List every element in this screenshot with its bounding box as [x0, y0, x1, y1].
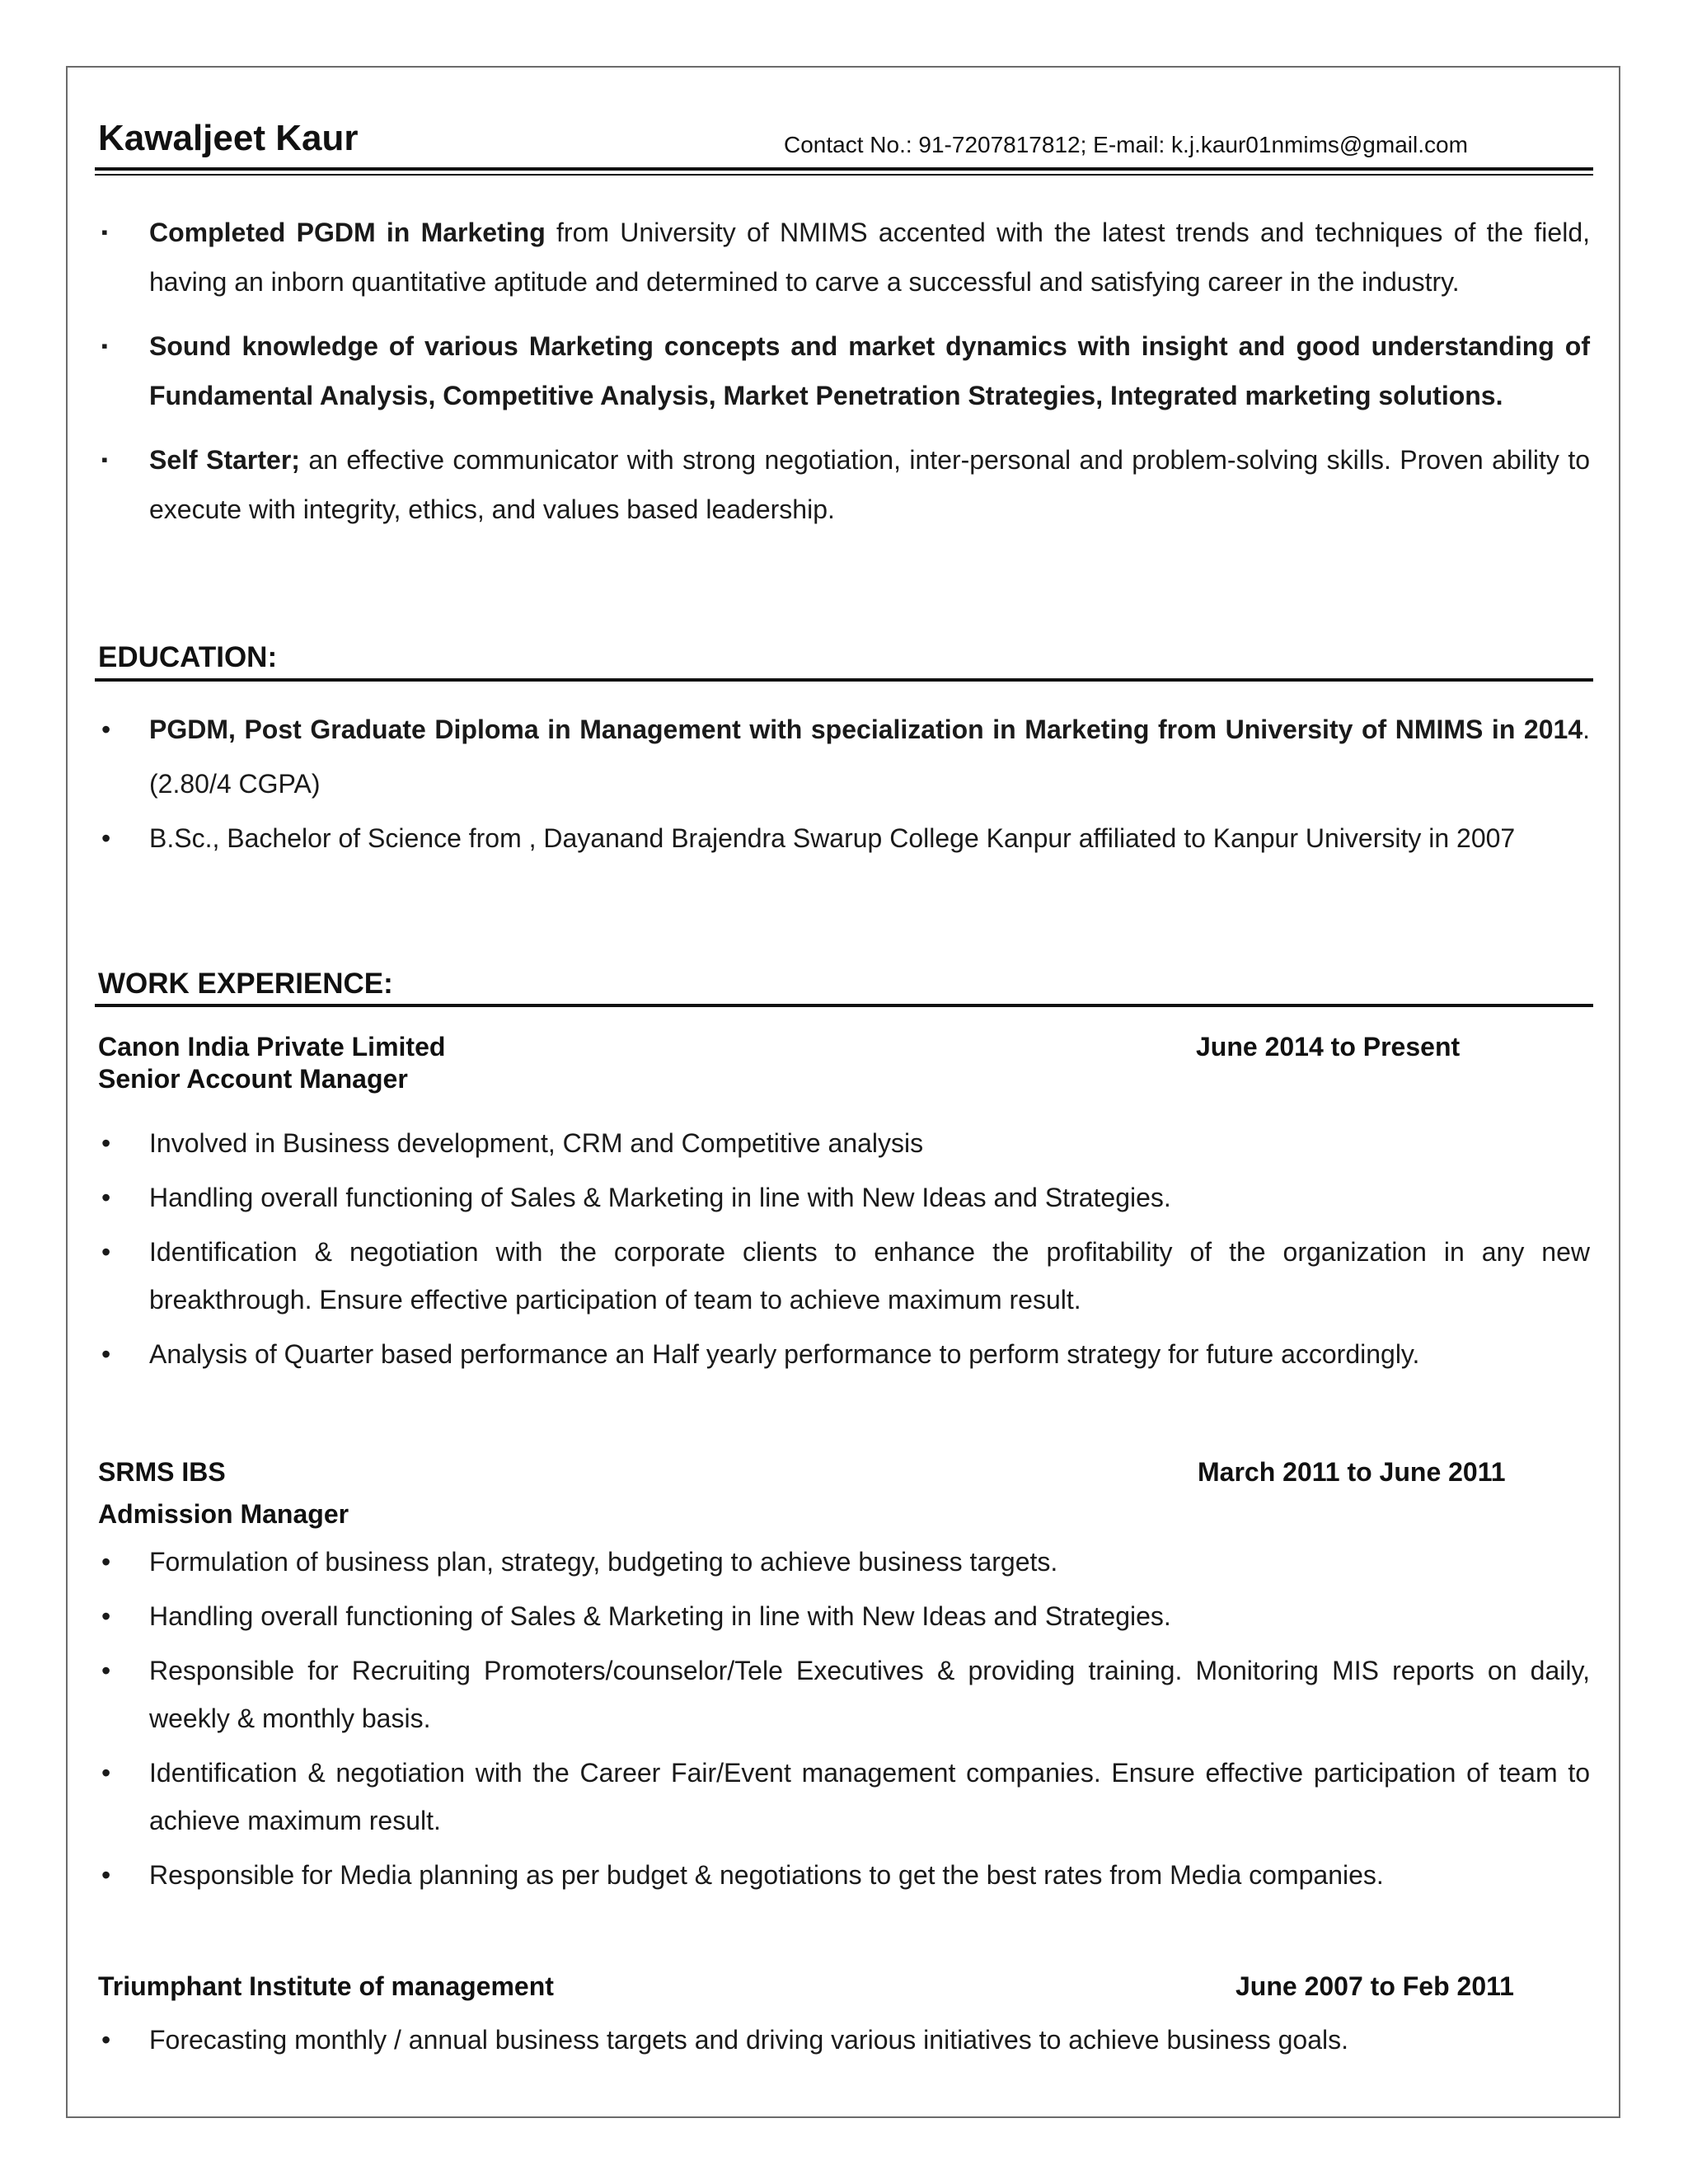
- education-item: [98, 702, 1590, 811]
- job-company: Canon India Private Limited: [98, 1032, 446, 1062]
- job-dates: March 2011 to June 2011: [1198, 1457, 1506, 1487]
- header-rule-thin: [95, 174, 1593, 176]
- duty-text: Involved in Business development, CRM and Competitive analysis: [149, 1128, 924, 1158]
- duty-item: [98, 1228, 1590, 1324]
- round-bullet-icon: •: [101, 1860, 111, 1890]
- round-bullet-icon: •: [101, 1758, 111, 1788]
- round-bullet-icon: •: [101, 1183, 111, 1212]
- duty-item: [98, 1119, 1590, 1167]
- summary-bold: Completed PGDM in Marketing: [149, 218, 546, 247]
- duty-item: [98, 1538, 1590, 1586]
- education-bold: PGDM, Post Graduate Diploma in Management with specialization in Marketing from University of NMIMS in 2014: [149, 715, 1583, 744]
- duty-text: Identification & negotiation with the Career Fair/Event management companies. Ensure effective participation of team to achieve maximum result.: [149, 1758, 1590, 1835]
- summary-bold: Self Starter;: [149, 445, 300, 475]
- job-role: Senior Account Manager: [98, 1064, 408, 1094]
- job-company: SRMS IBS: [98, 1457, 226, 1487]
- job-duties: [98, 1538, 1590, 1899]
- duty-text: Formulation of business plan, strategy, budgeting to achieve business targets.: [149, 1547, 1058, 1577]
- square-bullet-icon: ▪: [101, 335, 108, 356]
- education-text: B.Sc., Bachelor of Science from , Dayanand Brajendra Swarup College Kanpur affiliated to Kanpur University in 2007: [149, 823, 1516, 853]
- summary-item: [98, 435, 1590, 534]
- duty-text: Forecasting monthly / annual business targets and driving various initiatives to achieve business goals.: [149, 2025, 1349, 2055]
- duty-item: [98, 1851, 1590, 1899]
- duty-item: [98, 1592, 1590, 1640]
- round-bullet-icon: •: [101, 823, 111, 853]
- work-rule: [95, 1004, 1593, 1007]
- job-duties: [98, 2016, 1590, 2064]
- duty-text: Handling overall functioning of Sales & Marketing in line with New Ideas and Strategies.: [149, 1183, 1171, 1212]
- summary-item: [98, 321, 1590, 420]
- job-dates: June 2014 to Present: [1196, 1032, 1461, 1062]
- round-bullet-icon: •: [101, 715, 111, 744]
- duty-item: [98, 1174, 1590, 1221]
- header-rule-thick: [95, 167, 1593, 171]
- round-bullet-icon: •: [101, 1656, 111, 1685]
- resume-header: [98, 115, 1592, 175]
- duty-item: [98, 1647, 1590, 1742]
- candidate-name: Kawaljeet Kaur: [98, 118, 359, 158]
- square-bullet-icon: ▪: [101, 222, 108, 242]
- contact-info: Contact No.: 91-7207817812; E-mail: k.j.kaur01nmims@gmail.com: [784, 132, 1468, 157]
- round-bullet-icon: •: [101, 1547, 111, 1577]
- summary-text: an effective communicator with strong negotiation, inter-personal and problem-solving skills. Proven ability to execute with integrity, ethics, and values based leadership.: [149, 445, 1591, 524]
- duty-text: Analysis of Quarter based performance an Half yearly performance to perform strategy for future accordingly.: [149, 1339, 1420, 1369]
- round-bullet-icon: •: [101, 1339, 111, 1369]
- round-bullet-icon: •: [101, 1601, 111, 1631]
- summary-item: [98, 208, 1590, 307]
- duty-text: Responsible for Recruiting Promoters/counselor/Tele Executives & providing training. Monitoring MIS reports on daily, weekly & monthly basis.: [149, 1656, 1590, 1733]
- education-heading: EDUCATION:: [98, 641, 278, 673]
- duty-text: Identification & negotiation with the corporate clients to enhance the profitability of the organization in any new breakthrough. Ensure effective participation of team to achieve maximum result.: [149, 1237, 1590, 1315]
- education-item: [98, 811, 1590, 865]
- duty-text: Handling overall functioning of Sales & Marketing in line with New Ideas and Strategies.: [149, 1601, 1171, 1631]
- summary-bold: Sound knowledge of various Marketing concepts and market dynamics with insight and good understanding of Fundamental Analysis, Competitive Analysis, Market Penetration Strategies, Integrated marketing solutions.: [149, 331, 1590, 410]
- round-bullet-icon: •: [101, 2025, 111, 2055]
- round-bullet-icon: •: [101, 1237, 111, 1267]
- job-dates: June 2007 to Feb 2011: [1236, 1971, 1514, 2001]
- square-bullet-icon: ▪: [101, 449, 108, 470]
- round-bullet-icon: •: [101, 1128, 111, 1158]
- job-role: Admission Manager: [98, 1499, 349, 1529]
- education-text: . (2.80/4 CGPA): [149, 715, 1590, 799]
- duty-item: [98, 1749, 1590, 1844]
- education-rule: [95, 678, 1593, 682]
- job-duties: [98, 1119, 1590, 1378]
- summary-text: from University of NMIMS accented with the latest trends and techniques of the field, having an inborn quantitative aptitude and determined to carve a successful and satisfying career in the industry.: [149, 218, 1591, 297]
- job-company: Triumphant Institute of management: [98, 1971, 554, 2001]
- work-heading: WORK EXPERIENCE:: [98, 968, 393, 1000]
- duty-text: Responsible for Media planning as per budget & negotiations to get the best rates from Media companies.: [149, 1860, 1384, 1890]
- education-list: [98, 702, 1590, 865]
- summary-list: [98, 208, 1590, 534]
- duty-item: [98, 1330, 1590, 1378]
- duty-item: [98, 2016, 1590, 2064]
